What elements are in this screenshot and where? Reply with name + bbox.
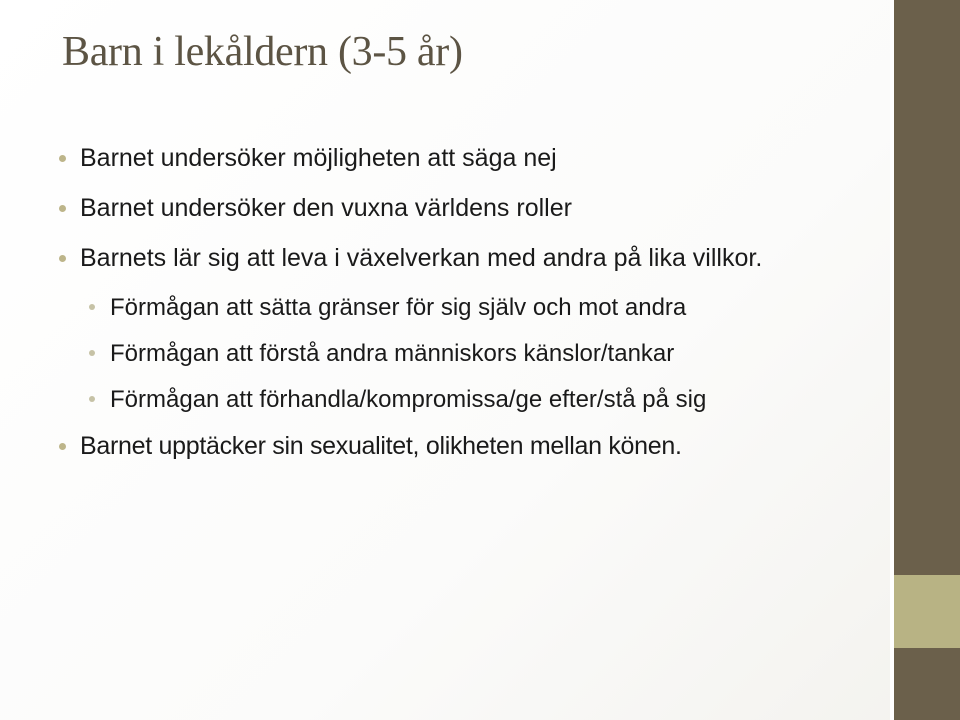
bullet-item: Barnet undersöker möjligheten att säga nej bbox=[56, 138, 860, 179]
bullet-item: Barnet upptäcker sin sexualitet, olikheten mellan könen. bbox=[56, 426, 860, 467]
decorative-sidebar bbox=[890, 0, 960, 720]
sidebar-lower-block bbox=[894, 648, 960, 720]
sidebar-accent-block bbox=[894, 575, 960, 648]
sub-bullet-item: Förmågan att sätta gränser för sig själv och mot andra bbox=[86, 288, 866, 328]
bullet-item: Barnet undersöker den vuxna världens roller bbox=[56, 188, 860, 229]
bullet-item: Barnets lär sig att leva i växelverkan med andra på lika villkor. bbox=[56, 238, 860, 279]
bullet-list bbox=[56, 138, 876, 476]
sub-bullet-item: Förmågan att förhandla/kompromissa/ge efter/stå på sig bbox=[86, 380, 866, 420]
slide-title: Barn i lekåldern (3-5 år) bbox=[62, 29, 463, 75]
sub-bullet-item: Förmågan att förstå andra människors känslor/tankar bbox=[86, 334, 866, 374]
